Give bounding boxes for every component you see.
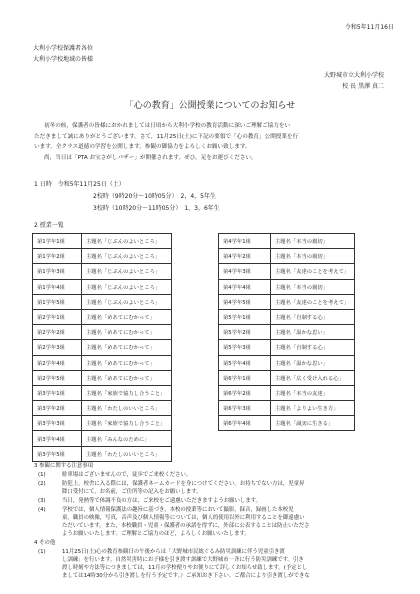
class-name-cell: 第5学年3組 (219, 340, 271, 355)
class-row (33, 355, 172, 370)
class-row (219, 370, 355, 385)
class-name-cell: 第1学年1組 (33, 234, 82, 249)
class-row (219, 401, 355, 416)
notice-title: 「心の教育」公開授業についてのお知らせ (124, 101, 296, 111)
class-name-cell: 第2学年1組 (33, 309, 82, 324)
note-line: 学校では，個人情報保護法の趣旨に基づき，本校の授業等において撮影，録音，録画した本校児 (62, 507, 294, 513)
class-row (219, 355, 355, 370)
notes-heading: 3 参観に関する注意事項 (34, 463, 94, 469)
note-item (62, 480, 402, 496)
class-name-cell: 第2学年4組 (33, 355, 82, 370)
class-row (219, 249, 355, 264)
class-row (33, 309, 172, 324)
class-name-cell: 第1学年3組 (33, 264, 82, 279)
class-topic-cell: 主題名「誠実に生きる」 (271, 416, 355, 431)
intro-line: 尚，当日は「PTA お宝さがしバザー」が開催されます。ぜひ，足をお運びください。 (44, 154, 257, 161)
schedule-period-3: 3校時（10時20分～11時05分） 1，3，6年生 (93, 205, 220, 212)
class-row (33, 416, 172, 431)
class-topic-cell: 主題名「めあてにむかって」 (82, 325, 172, 340)
class-row (219, 294, 355, 309)
class-row (219, 279, 355, 294)
class-topic-cell: 主題名「じぶんのよいところ」 (82, 264, 172, 279)
class-name-cell: 第3学年2組 (33, 401, 82, 416)
class-name-cell: 第5学年4組 (219, 355, 271, 370)
class-topic-cell: 主題名「わたしのいいところ」 (82, 401, 172, 416)
note-line: 降口受付にて，お名前，ご住所等の記入をお願いします。 (62, 489, 202, 496)
class-row (219, 325, 355, 340)
class-topic-cell: 主題名「じぶんのよいところ」 (82, 279, 172, 294)
class-name-cell: 第4学年1組 (219, 234, 271, 249)
intro-line: 初冬の候，保護者の皆様におかれましては日頃から大利小学校の教育活動に深いご理解ご協力をい (44, 123, 291, 129)
class-name-cell: 第5学年2組 (219, 325, 271, 340)
class-name-cell: 第2学年3組 (33, 340, 82, 355)
class-name-cell: 第6学年4組 (219, 416, 271, 431)
class-name-cell: 第4学年2組 (219, 249, 271, 264)
class-topic-cell: 主題名「友達のことを考えて」 (271, 294, 355, 309)
class-topic-cell: 主題名「本当の友達」 (271, 385, 355, 400)
intro-paragraph (34, 121, 390, 163)
class-name-cell: 第4学年3組 (219, 264, 271, 279)
issue-date: 令和5年11月16日 (344, 24, 394, 31)
class-row (33, 325, 172, 340)
class-name-cell: 第3学年4組 (33, 431, 82, 446)
class-name-cell: 第4学年4組 (219, 279, 271, 294)
sender-principal: 校 長 黒澤 真二 (342, 83, 384, 90)
class-topic-cell: 主題名「友達のことを考えて」 (271, 264, 355, 279)
class-topic-cell: 主題名「よりよい生き方」 (271, 401, 355, 416)
class-list-heading: 2 授業一覧 (34, 222, 64, 229)
class-row (33, 385, 172, 400)
other-line: し訓練」を行います。自然災害時にお子様を引き渡す訓練で大野城市一斉に行う防災訓練です。引き (62, 557, 304, 564)
schedule-period-2: 2校時（9時20分～10時05分） 2，4，5年生 (93, 193, 216, 200)
class-topic-cell: 主題名「本当の親切」 (271, 249, 355, 264)
class-row (219, 234, 355, 249)
class-row (219, 264, 355, 279)
other-number: (1) (38, 549, 46, 555)
class-topic-cell: 主題名「じぶんのよいところ」 (82, 294, 172, 309)
note-line: ようお願いいたします。ご理解とご協力のほど，よろしくお願いいたします。 (62, 531, 250, 538)
note-item (62, 497, 397, 505)
note-line: 当日，発熱等で体調不良の方は，ご来校をご遠慮いただきますようお願いします。 (62, 498, 262, 504)
class-row (33, 249, 172, 264)
class-name-cell: 第3学年5組 (33, 446, 82, 461)
class-row (33, 340, 172, 355)
class-topic-cell: 主題名「じぶんのよいところ」 (82, 249, 172, 264)
class-topic-cell: 主題名「めあてにむかって」 (82, 355, 172, 370)
note-line: 防犯上，校舎に入る際には，保護者ネームカードを身につけてください。お持ちでない方は，児童昇 (62, 481, 305, 487)
class-row (219, 385, 355, 400)
note-line: 童，職員の映像，写真，音声及び個人情報等については，個人的使用以外に利用することを御遠慮い (62, 515, 305, 522)
other-line: ましては14時30分から引き渡しを行う予定です。）ご承知おき下さい。ご都合により引き渡しができな (62, 573, 310, 580)
note-number: (3) (38, 498, 46, 504)
class-topic-cell: 主題名「家族で協力し合うこと」 (82, 416, 172, 431)
other-line: 11月25日(土)心の教育参観日の午後からは「大野城市民総ぐるみ防災訓練に伴う児童引き渡 (62, 549, 285, 555)
class-row (33, 446, 172, 461)
class-row (33, 264, 172, 279)
class-name-cell: 第2学年5組 (33, 370, 82, 385)
class-topic-cell: 主題名「広く受け入れる心」 (271, 370, 355, 385)
note-number: (1) (38, 472, 46, 478)
class-name-cell: 第2学年2組 (33, 325, 82, 340)
class-name-cell: 第6学年2組 (219, 385, 271, 400)
other-heading: 4 その他 (34, 540, 56, 546)
class-name-cell: 第1学年4組 (33, 279, 82, 294)
class-name-cell: 第4学年5組 (219, 294, 271, 309)
class-name-cell: 第1学年5組 (33, 294, 82, 309)
class-row (219, 416, 355, 431)
class-topic-cell: 主題名「わたしのいいところ」 (82, 446, 172, 461)
other-item (62, 548, 402, 580)
class-topic-cell: 主題名「自制する心」 (271, 309, 355, 324)
class-row (33, 431, 172, 446)
class-row (219, 340, 355, 355)
schedule-heading: 1 日時 令和5年11月25日（土） (34, 181, 125, 188)
class-topic-cell: 主題名「自制する心」 (271, 340, 355, 355)
class-table-right (218, 233, 355, 431)
class-topic-cell: 主題名「温かな思い」 (271, 325, 355, 340)
class-row (33, 294, 172, 309)
sender-school: 大野城市立大利小学校 (323, 72, 384, 79)
recipient-parents: 大利小学校保護者各位 (33, 45, 94, 52)
note-line: ただいています。また，本校職員・児童・保護者の承諾を得ずに，外部に公表することは防止いたださ (62, 523, 310, 530)
recipient-community: 大利小学校地域の皆様 (33, 56, 94, 63)
note-line: 駐車場はございませんので，徒歩でご来校ください。 (62, 472, 192, 478)
class-name-cell: 第1学年2組 (33, 249, 82, 264)
class-topic-cell: 主題名「本当の親切」 (271, 279, 355, 294)
class-topic-cell: 主題名「めあてにむかって」 (82, 370, 172, 385)
class-topic-cell: 主題名「温かな思い」 (271, 355, 355, 370)
note-item (62, 506, 402, 538)
class-row (33, 401, 172, 416)
note-number: (4) (38, 507, 46, 513)
class-row (219, 309, 355, 324)
class-topic-cell: 主題名「本当の親切」 (271, 234, 355, 249)
class-topic-cell: 主題名「家族で協力し合うこと」 (82, 385, 172, 400)
class-topic-cell: 主題名「みんなのために」 (82, 431, 172, 446)
class-row (33, 279, 172, 294)
intro-line: います。全クラス道徳の学習を公開します。参観の御協力をよろしくお願い致します。 (34, 144, 251, 151)
class-row (33, 234, 172, 249)
class-topic-cell: 主題名「めあてにむかって」 (82, 309, 172, 324)
class-name-cell: 第3学年3組 (33, 416, 82, 431)
class-topic-cell: 主題名「めあてにむかって」 (82, 340, 172, 355)
class-topic-cell: 主題名「じぶんのよいところ」 (82, 234, 172, 249)
note-item (62, 471, 397, 479)
class-table-left (32, 233, 172, 462)
intro-line: ただきまして誠にありがとうございます。さて，11月25日(土)に下記の要領で「心の教育」公開授業を行 (34, 133, 299, 140)
class-name-cell: 第6学年1組 (219, 370, 271, 385)
note-number: (2) (38, 481, 46, 487)
class-name-cell: 第5学年1組 (219, 309, 271, 324)
class-name-cell: 第6学年3組 (219, 401, 271, 416)
other-line: 渡し時刻や方法等につきましては，11月の学校便りやお便りにて詳しくお知らせ致します。(予定とし (62, 565, 308, 572)
class-row (33, 370, 172, 385)
class-name-cell: 第3学年1組 (33, 385, 82, 400)
